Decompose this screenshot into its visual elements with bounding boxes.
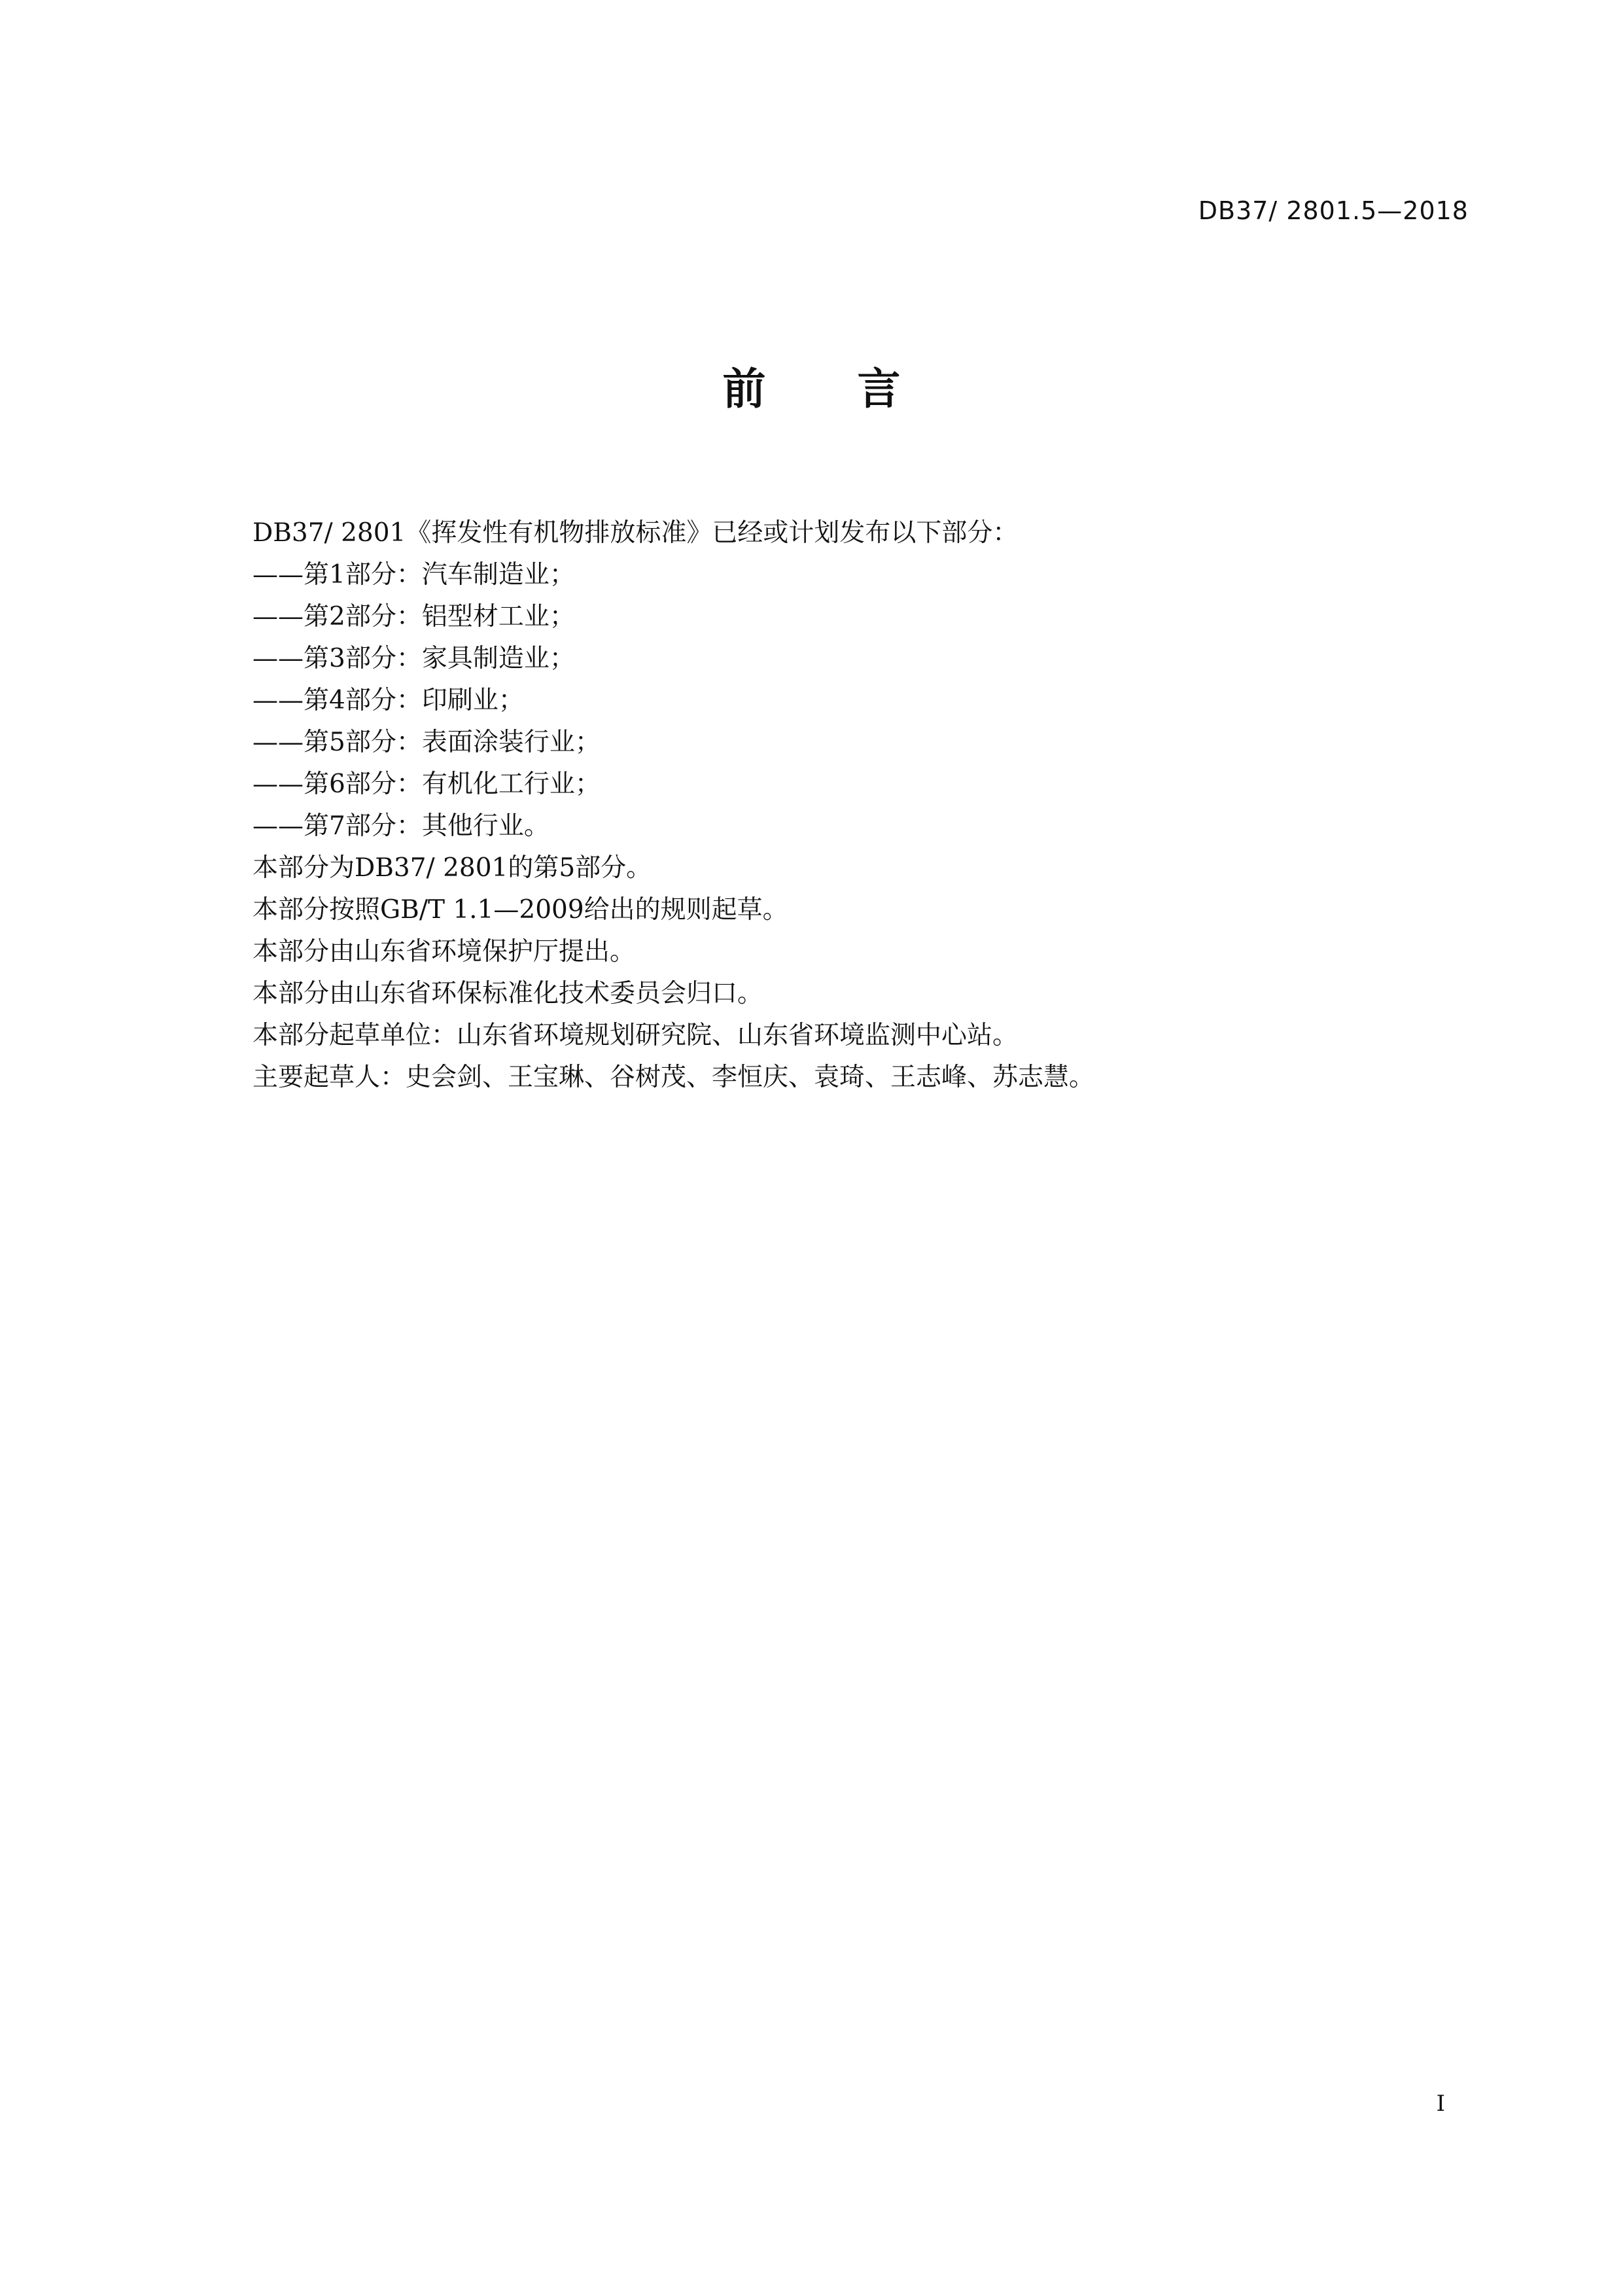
part-list-item-6: ——第6部分：有机化工行业； bbox=[253, 769, 601, 799]
document-code: DB37/ 2801.5—2018 bbox=[1198, 196, 1469, 225]
proposer-statement: 本部分由山东省环境保护厅提出。 bbox=[253, 937, 636, 966]
title-char-2: 言 bbox=[857, 364, 901, 414]
part-list-item-3: ——第3部分：家具制造业； bbox=[253, 644, 575, 673]
part-statement: 本部分为DB37/ 2801的第5部分。 bbox=[253, 853, 652, 883]
title-char-1: 前 bbox=[722, 364, 766, 414]
part-list-item-5: ——第5部分：表面涂装行业； bbox=[253, 728, 601, 757]
drafting-rules-statement: 本部分按照GB/T 1.1—2009给出的规则起草。 bbox=[253, 895, 788, 925]
part-list-item-1: ——第1部分：汽车制造业； bbox=[253, 560, 575, 590]
part-list-item-7: ——第7部分：其他行业。 bbox=[253, 811, 550, 841]
foreword-body bbox=[253, 512, 1495, 1099]
main-drafters-statement: 主要起草人：史会剑、王宝琳、谷树茂、李恒庆、袁琦、王志峰、苏志慧。 bbox=[253, 1063, 1095, 1092]
part-list-item-4: ——第4部分：印刷业； bbox=[253, 686, 524, 715]
page-number: I bbox=[1436, 2091, 1445, 2117]
intro-line: DB37/ 2801《挥发性有机物排放标准》已经或计划发布以下部分： bbox=[253, 518, 1019, 548]
centralized-unit-statement: 本部分由山东省环保标准化技术委员会归口。 bbox=[253, 979, 763, 1008]
drafting-units-statement: 本部分起草单位：山东省环境规划研究院、山东省环境监测中心站。 bbox=[253, 1021, 1019, 1050]
page-title bbox=[0, 363, 1623, 415]
part-list-item-2: ——第2部分：铝型材工业； bbox=[253, 602, 575, 631]
